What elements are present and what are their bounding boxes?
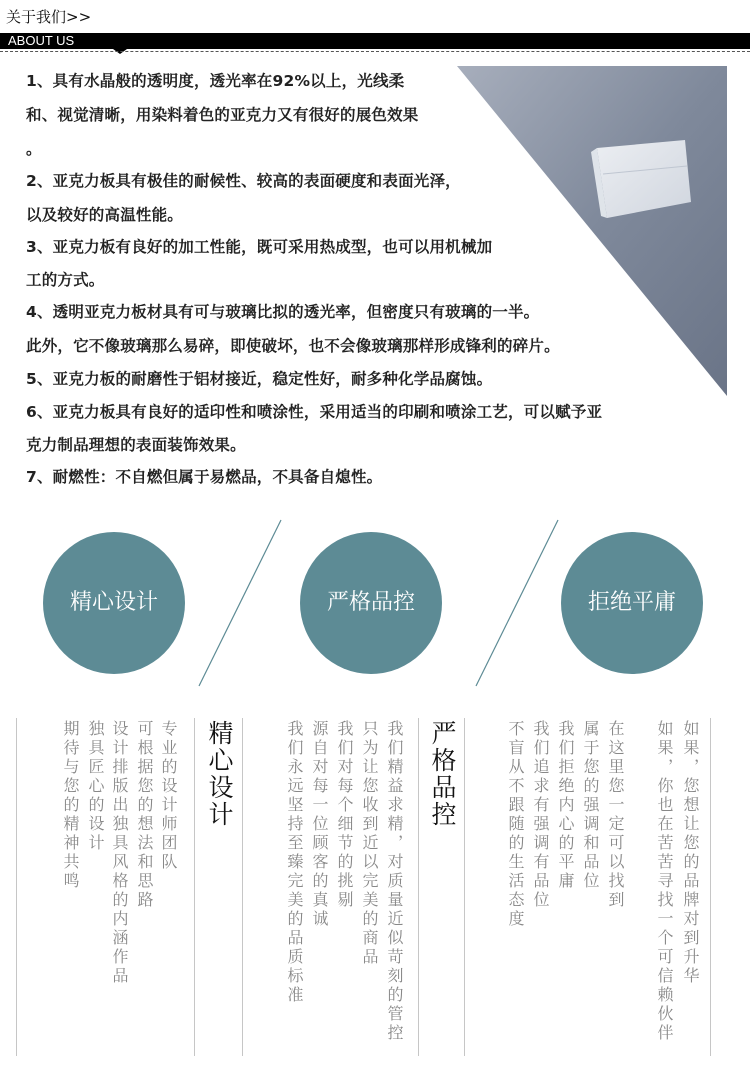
feature-circle-quality	[300, 532, 442, 674]
column-text: 在这里您一定可以找到	[606, 720, 625, 910]
text-line: 7、耐燃性：不自燃但属于易燃品，不具备自熄性。	[26, 468, 383, 486]
text-line: 4、透明亚克力板材具有可与玻璃比拟的透光率，但密度只有玻璃的一半。	[26, 303, 540, 321]
column-text: 如果，你也在苦苦寻找一个可信赖伙伴	[655, 720, 674, 1043]
text-line: 3、亚克力板有良好的加工性能，既可采用热成型，也可以用机械加	[26, 238, 493, 256]
page-title: 关于我们>>	[6, 8, 92, 26]
text-line: 以及较好的高温性能。	[26, 206, 184, 224]
feature-circle-label: 精心设计	[69, 590, 158, 615]
column-text: 只为让您收到近以完美的商品	[360, 720, 379, 967]
column-text: 不盲从不跟随的生活态度	[506, 720, 525, 929]
text-line: 5、亚克力板的耐磨性于铝材接近，稳定性好，耐多种化学品腐蚀。	[26, 370, 493, 388]
column-divider	[418, 718, 419, 1056]
text-line: 工的方式。	[26, 271, 105, 289]
column-divider	[464, 718, 465, 1056]
text-line: 6、亚克力板具有良好的适印性和喷涂性，采用适当的印刷和喷涂工艺，可以赋予亚	[26, 403, 603, 421]
text-line: 1、具有水晶般的透明度，透光率在92%以上，光线柔	[26, 72, 405, 90]
text-line: 此外，它不像玻璃那么易碎，即使破坏，也不会像玻璃那样形成锋利的碎片。	[26, 337, 560, 355]
feature-circle-excellence	[561, 532, 703, 674]
text-line: 。	[26, 140, 42, 158]
column-divider	[194, 718, 195, 1056]
column-text: 我们追求有强调有品位	[531, 720, 550, 910]
column-text: 期待与您的精神共鸣	[61, 720, 80, 891]
diagonal-divider	[195, 518, 285, 690]
column-divider	[242, 718, 243, 1056]
header-divider	[0, 51, 750, 52]
column-text: 独具匠心的设计	[86, 720, 105, 853]
column-text: 我们对每个细节的挑剔	[335, 720, 354, 910]
header-bar	[0, 33, 750, 49]
feature-circle-label: 拒绝平庸	[587, 590, 676, 615]
column-text: 源自对每一位顾客的真诚	[310, 720, 329, 929]
column-divider	[16, 718, 17, 1056]
column-heading: 严格品控	[428, 720, 457, 828]
column-text: 设计排版出独具风格的内涵作品	[110, 720, 129, 986]
feature-circle-label: 严格品控	[326, 590, 415, 615]
text-line: 2、亚克力板具有极佳的耐候性、较高的表面硬度和表面光泽，	[26, 172, 461, 190]
text-line: 和、视觉清晰，用染料着色的亚克力又有很好的展色效果	[26, 106, 419, 124]
column-text: 如果，您想让您的品牌对到升华	[681, 720, 700, 986]
diagonal-divider	[472, 518, 562, 690]
column-divider	[710, 718, 711, 1056]
column-text: 专业的设计师团队	[159, 720, 178, 872]
column-text: 我们精益求精，对质量近似苛刻的管控	[385, 720, 404, 1043]
column-text: 我们拒绝内心的平庸	[556, 720, 575, 891]
column-heading: 精心设计	[205, 720, 234, 828]
column-text: 我们永远坚持至臻完美的品质标准	[285, 720, 304, 1005]
column-text: 属于您的强调和品位	[581, 720, 600, 891]
feature-circle-design	[43, 532, 185, 674]
header-subtitle: ABOUT US	[8, 33, 75, 48]
text-line: 克力制品理想的表面装饰效果。	[26, 436, 246, 454]
column-text: 可根据您的想法和思路	[135, 720, 154, 910]
